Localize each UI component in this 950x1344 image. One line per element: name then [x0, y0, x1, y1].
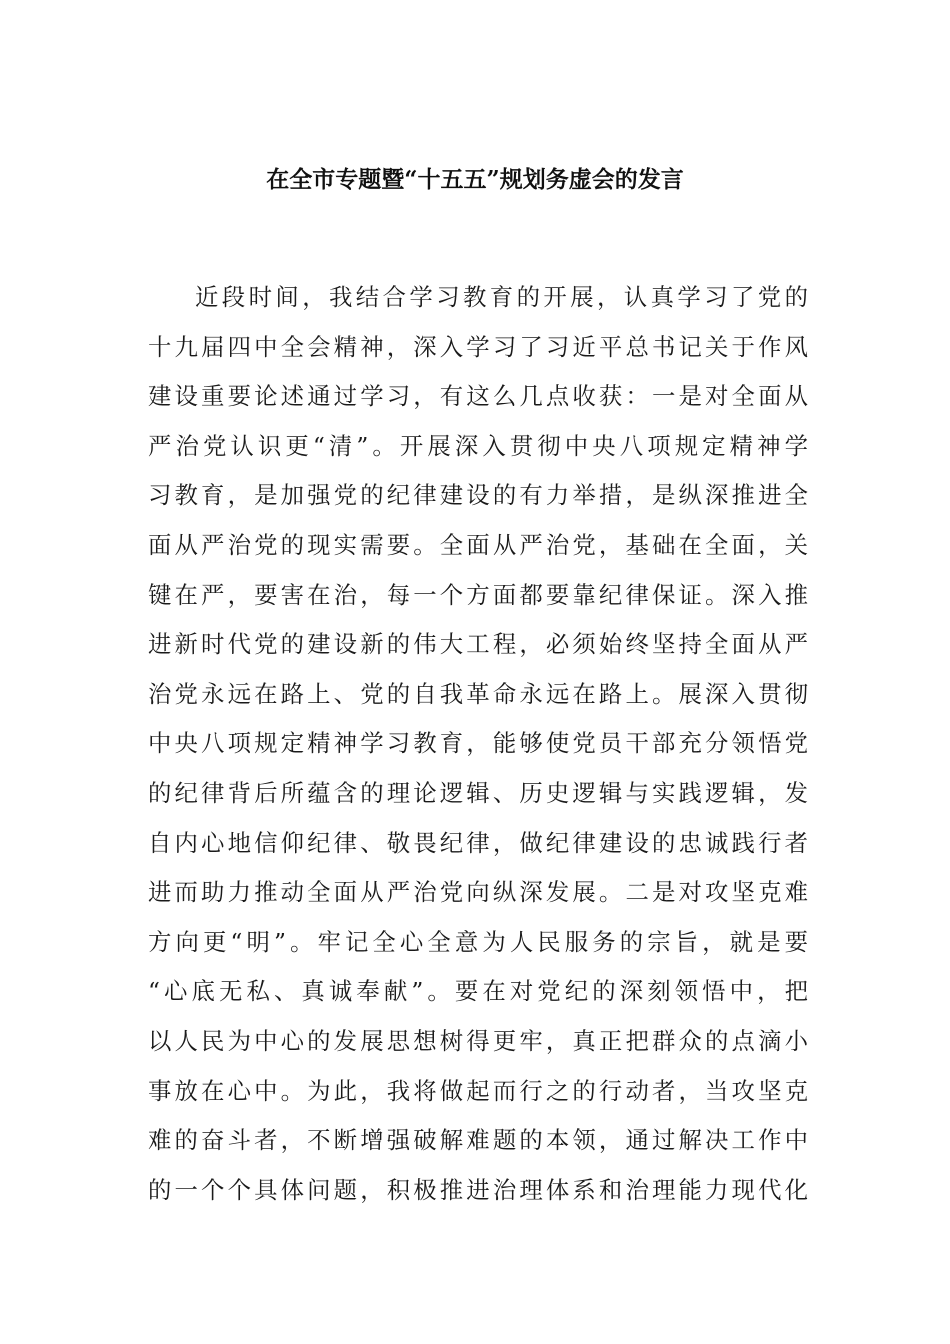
body-line: 面从严治党的现实需要。全面从严治党，基础在全面，关: [148, 530, 808, 559]
body-line: 近段时间，我结合学习教育的开展，认真学习了党的: [195, 283, 808, 311]
body-line: 建设重要论述通过学习，有这么几点收获：一是对全面从: [148, 382, 808, 411]
body-line: 的纪律背后所蕴含的理论逻辑、历史逻辑与实践逻辑，发: [148, 778, 808, 807]
body-line: 严治党认识更“清”。开展深入贯彻中央八项规定精神学: [148, 431, 808, 460]
body-line: 中央八项规定精神学习教育，能够使党员干部充分领悟党: [148, 729, 808, 758]
body-line: “心底无私、真诚奉献”。要在对党纪的深刻领悟中，把: [148, 977, 808, 1006]
body-line: 以人民为中心的发展思想树得更牢，真正把群众的点滴小: [148, 1026, 808, 1055]
body-line: 治党永远在路上、党的自我革命永远在路上。展深入贯彻: [148, 679, 808, 708]
body-line: 进而助力推动全面从严治党向纵深发展。二是对攻坚克难: [148, 878, 808, 907]
body-line: 进新时代党的建设新的伟大工程，必须始终坚持全面从严: [148, 630, 808, 659]
body-line: 自内心地信仰纪律、敬畏纪律，做纪律建设的忠诚践行者: [148, 828, 808, 857]
body-line: 难的奋斗者，不断增强破解难题的本领，通过解决工作中: [148, 1126, 808, 1155]
body-line: 方向更“明”。牢记全心全意为人民服务的宗旨，就是要: [148, 927, 808, 956]
body-line: 键在严，要害在治，每一个方面都要靠纪律保证。深入推: [148, 580, 808, 609]
body-line: 十九届四中全会精神，深入学习了习近平总书记关于作风: [148, 332, 808, 361]
body-line: 的一个个具体问题，积极推进治理体系和治理能力现代化: [148, 1175, 808, 1204]
document-body: [148, 276, 808, 1218]
document-title: 在全市专题暨“十五五”规划务虚会的发言: [266, 166, 684, 193]
body-line: 事放在心中。为此，我将做起而行之的行动者，当攻坚克: [148, 1076, 808, 1105]
body-line: 习教育，是加强党的纪律建设的有力举措，是纵深推进全: [148, 481, 808, 510]
